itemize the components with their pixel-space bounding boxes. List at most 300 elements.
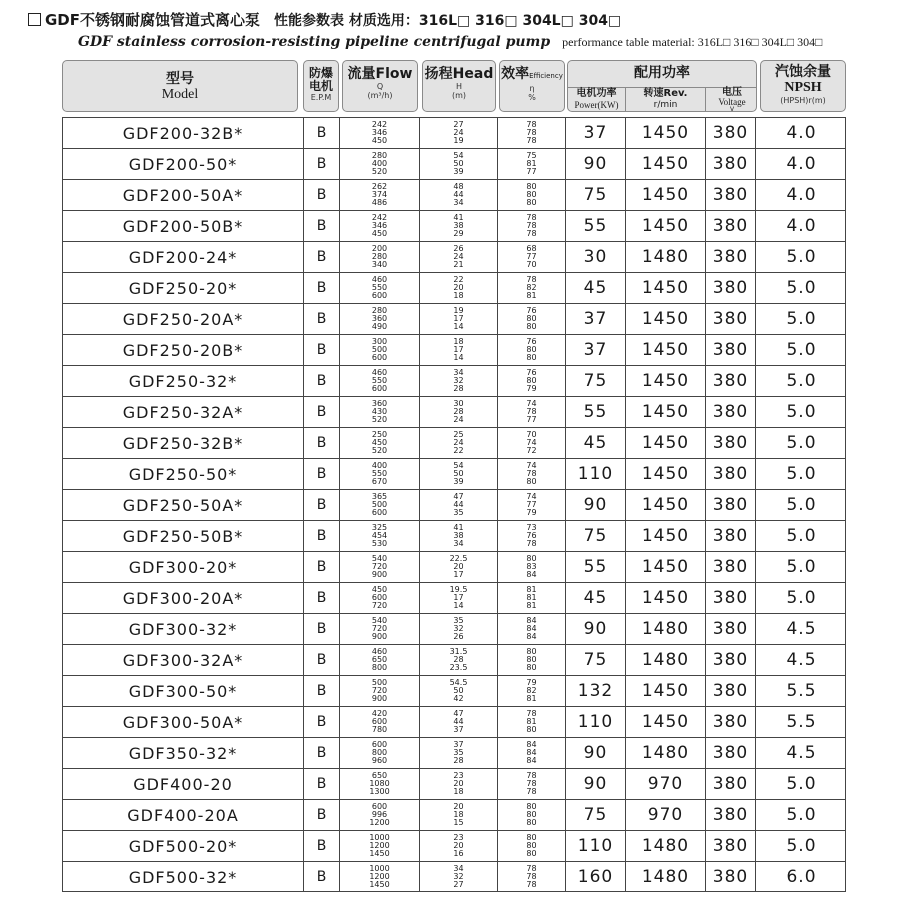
head-value: 14 bbox=[453, 601, 464, 610]
ep-cell: B bbox=[303, 490, 339, 520]
efficiency-value: 80 bbox=[526, 477, 537, 486]
head-cell bbox=[419, 428, 497, 458]
voltage-cell: 380 bbox=[705, 118, 755, 148]
header-voltage bbox=[706, 87, 757, 112]
head-value: 47 bbox=[453, 709, 464, 718]
table-row bbox=[62, 365, 846, 396]
table-row bbox=[62, 179, 846, 210]
efficiency-value: 81 bbox=[526, 601, 537, 610]
head-value: 26 bbox=[453, 632, 464, 641]
rev-cell: 1450 bbox=[625, 707, 705, 737]
ep-cell: B bbox=[303, 831, 339, 861]
model-cell: GDF400-20 bbox=[133, 774, 233, 794]
head-value: 17 bbox=[453, 345, 464, 354]
header-rev-cn: 转速Rev. bbox=[643, 88, 688, 99]
rev-cell: 1450 bbox=[625, 211, 705, 241]
header-power-group-title: 配用功率 bbox=[634, 65, 690, 81]
power-cell: 90 bbox=[565, 149, 625, 179]
efficiency-cell bbox=[497, 676, 565, 706]
flow-value: 650 bbox=[371, 771, 388, 780]
rev-cell: 1480 bbox=[625, 831, 705, 861]
efficiency-value: 78 bbox=[526, 120, 537, 129]
header-npsh-cn: 汽蚀余量 bbox=[775, 64, 831, 80]
efficiency-cell bbox=[497, 738, 565, 768]
power-cell: 30 bbox=[565, 242, 625, 272]
head-cell bbox=[419, 676, 497, 706]
ep-cell: B bbox=[303, 149, 339, 179]
head-value: 39 bbox=[453, 477, 464, 486]
head-value: 22 bbox=[453, 275, 464, 284]
npsh-cell: 5.0 bbox=[755, 428, 847, 458]
power-cell: 37 bbox=[565, 304, 625, 334]
power-cell: 75 bbox=[565, 366, 625, 396]
flow-value: 600 bbox=[371, 593, 388, 602]
power-cell: 110 bbox=[565, 831, 625, 861]
power-cell: 75 bbox=[565, 645, 625, 675]
npsh-cell: 5.0 bbox=[755, 242, 847, 272]
efficiency-value: 78 bbox=[526, 864, 537, 873]
head-value: 54 bbox=[453, 461, 464, 470]
npsh-cell: 5.0 bbox=[755, 273, 847, 303]
flow-cell bbox=[339, 862, 419, 892]
flow-cell bbox=[339, 707, 419, 737]
head-cell bbox=[419, 397, 497, 427]
flow-value: 374 bbox=[371, 190, 388, 199]
ep-cell: B bbox=[303, 118, 339, 148]
ep-cell: B bbox=[303, 862, 339, 892]
performance-table bbox=[62, 117, 846, 892]
head-cell bbox=[419, 335, 497, 365]
ep-cell: B bbox=[303, 180, 339, 210]
ep-cell: B bbox=[303, 211, 339, 241]
npsh-cell: 4.0 bbox=[755, 149, 847, 179]
head-value: 25 bbox=[453, 430, 464, 439]
head-value: 20 bbox=[453, 841, 464, 850]
flow-value: 360 bbox=[371, 314, 388, 323]
voltage-cell: 380 bbox=[705, 521, 755, 551]
head-cell bbox=[419, 862, 497, 892]
power-cell: 90 bbox=[565, 738, 625, 768]
efficiency-cell bbox=[497, 800, 565, 830]
power-cell: 37 bbox=[565, 118, 625, 148]
efficiency-cell bbox=[497, 304, 565, 334]
efficiency-value: 79 bbox=[526, 678, 537, 687]
power-cell: 90 bbox=[565, 614, 625, 644]
rev-cell: 1450 bbox=[625, 583, 705, 613]
model-cell: GDF300-32A* bbox=[122, 650, 244, 670]
page-title-cn bbox=[28, 9, 621, 30]
voltage-cell: 380 bbox=[705, 552, 755, 582]
efficiency-value: 68 bbox=[526, 244, 537, 253]
efficiency-value: 70 bbox=[526, 260, 537, 269]
flow-value: 600 bbox=[371, 802, 388, 811]
efficiency-value: 76 bbox=[526, 368, 537, 377]
head-value: 48 bbox=[453, 182, 464, 191]
model-cell: GDF200-50B* bbox=[122, 216, 244, 236]
flow-cell bbox=[339, 211, 419, 241]
flow-value: 300 bbox=[371, 337, 388, 346]
model-cell: GDF250-32B* bbox=[122, 433, 244, 453]
flow-value: 346 bbox=[371, 221, 388, 230]
head-value: 21 bbox=[453, 260, 464, 269]
efficiency-value: 80 bbox=[526, 198, 537, 207]
flow-value: 670 bbox=[371, 477, 388, 486]
checkbox-icon bbox=[28, 13, 41, 26]
efficiency-value: 80 bbox=[526, 376, 537, 385]
flow-cell bbox=[339, 397, 419, 427]
head-value: 44 bbox=[453, 500, 464, 509]
flow-value: 520 bbox=[371, 446, 388, 455]
power-cell: 90 bbox=[565, 769, 625, 799]
efficiency-value: 70 bbox=[526, 430, 537, 439]
flow-value: 500 bbox=[371, 500, 388, 509]
flow-value: 280 bbox=[371, 252, 388, 261]
efficiency-value: 80 bbox=[526, 818, 537, 827]
power-cell: 45 bbox=[565, 428, 625, 458]
flow-value: 1080 bbox=[369, 779, 390, 788]
efficiency-value: 80 bbox=[526, 353, 537, 362]
npsh-cell: 4.0 bbox=[755, 118, 847, 148]
header-head bbox=[422, 60, 496, 112]
efficiency-value: 84 bbox=[526, 616, 537, 625]
head-cell bbox=[419, 118, 497, 148]
efficiency-value: 79 bbox=[526, 384, 537, 393]
rev-cell: 1450 bbox=[625, 521, 705, 551]
flow-value: 1200 bbox=[369, 841, 390, 850]
flow-value: 1200 bbox=[369, 872, 390, 881]
flow-value: 400 bbox=[371, 159, 388, 168]
model-cell: GDF250-20A* bbox=[122, 309, 244, 329]
flow-value: 720 bbox=[371, 624, 388, 633]
flow-cell bbox=[339, 428, 419, 458]
efficiency-value: 80 bbox=[526, 314, 537, 323]
flow-value: 400 bbox=[371, 461, 388, 470]
voltage-cell: 380 bbox=[705, 645, 755, 675]
npsh-cell: 5.5 bbox=[755, 676, 847, 706]
efficiency-value: 74 bbox=[526, 492, 537, 501]
npsh-cell: 4.5 bbox=[755, 645, 847, 675]
head-cell bbox=[419, 738, 497, 768]
head-cell bbox=[419, 211, 497, 241]
flow-value: 650 bbox=[371, 655, 388, 664]
voltage-cell: 380 bbox=[705, 242, 755, 272]
efficiency-cell bbox=[497, 490, 565, 520]
table-row bbox=[62, 830, 846, 861]
header-flow-sym: Q bbox=[376, 82, 384, 91]
head-value: 15 bbox=[453, 818, 464, 827]
head-value: 24 bbox=[453, 415, 464, 424]
head-value: 26 bbox=[453, 244, 464, 253]
rev-cell: 1450 bbox=[625, 273, 705, 303]
voltage-cell: 380 bbox=[705, 676, 755, 706]
model-cell: GDF250-50A* bbox=[122, 495, 244, 515]
head-value: 24 bbox=[453, 252, 464, 261]
flow-value: 360 bbox=[371, 399, 388, 408]
title-cn-perf: 性能参数表 材质选用：316L□ 316□ 304L□ 304□ bbox=[274, 13, 622, 29]
header-ep-cn2: 电机 bbox=[308, 79, 333, 93]
flow-value: 325 bbox=[371, 523, 388, 532]
model-cell: GDF350-32* bbox=[128, 743, 238, 763]
efficiency-value: 78 bbox=[526, 221, 537, 230]
head-value: 38 bbox=[453, 221, 464, 230]
efficiency-value: 77 bbox=[526, 500, 537, 509]
efficiency-value: 77 bbox=[526, 415, 537, 424]
model-cell: GDF300-32* bbox=[128, 619, 238, 639]
header-eff-en: Efficiency bbox=[529, 72, 563, 80]
efficiency-cell bbox=[497, 428, 565, 458]
efficiency-value: 78 bbox=[526, 787, 537, 796]
table-row bbox=[62, 613, 846, 644]
efficiency-cell bbox=[497, 118, 565, 148]
rev-cell: 1450 bbox=[625, 490, 705, 520]
efficiency-value: 81 bbox=[526, 593, 537, 602]
power-cell: 110 bbox=[565, 707, 625, 737]
flow-cell bbox=[339, 335, 419, 365]
efficiency-value: 82 bbox=[526, 686, 537, 695]
efficiency-cell bbox=[497, 180, 565, 210]
flow-value: 720 bbox=[371, 601, 388, 610]
table-row bbox=[62, 303, 846, 334]
flow-value: 242 bbox=[371, 120, 388, 129]
voltage-cell: 380 bbox=[705, 273, 755, 303]
head-value: 32 bbox=[453, 624, 464, 633]
head-value: 19 bbox=[453, 136, 464, 145]
flow-cell bbox=[339, 831, 419, 861]
efficiency-value: 77 bbox=[526, 252, 537, 261]
npsh-cell: 5.5 bbox=[755, 707, 847, 737]
efficiency-cell bbox=[497, 211, 565, 241]
rev-cell: 1450 bbox=[625, 428, 705, 458]
header-volt-cn: 电压 bbox=[722, 87, 742, 98]
efficiency-cell bbox=[497, 397, 565, 427]
table-row bbox=[62, 706, 846, 737]
efficiency-value: 83 bbox=[526, 562, 537, 571]
voltage-cell: 380 bbox=[705, 149, 755, 179]
header-npsh-en: NPSH bbox=[784, 80, 822, 95]
efficiency-value: 78 bbox=[526, 779, 537, 788]
flow-value: 600 bbox=[371, 717, 388, 726]
ep-cell: B bbox=[303, 645, 339, 675]
head-cell bbox=[419, 490, 497, 520]
flow-value: 520 bbox=[371, 415, 388, 424]
head-value: 32 bbox=[453, 376, 464, 385]
model-cell: GDF250-20* bbox=[128, 278, 238, 298]
flow-value: 346 bbox=[371, 128, 388, 137]
head-cell bbox=[419, 614, 497, 644]
flow-value: 530 bbox=[371, 539, 388, 548]
title-en-text: GDF stainless corrosion-resisting pipeline centrifugal pump bbox=[78, 34, 551, 50]
efficiency-cell bbox=[497, 273, 565, 303]
model-cell: GDF250-32* bbox=[128, 371, 238, 391]
power-cell: 110 bbox=[565, 459, 625, 489]
rev-cell: 970 bbox=[625, 800, 705, 830]
head-cell bbox=[419, 707, 497, 737]
voltage-cell: 380 bbox=[705, 366, 755, 396]
flow-value: 340 bbox=[371, 260, 388, 269]
efficiency-value: 78 bbox=[526, 213, 537, 222]
model-cell: GDF250-32A* bbox=[122, 402, 244, 422]
head-value: 34 bbox=[453, 198, 464, 207]
flow-value: 550 bbox=[371, 469, 388, 478]
header-eff-unit: % bbox=[528, 93, 536, 102]
head-value: 22.5 bbox=[449, 554, 468, 563]
head-value: 23 bbox=[453, 771, 464, 780]
flow-value: 430 bbox=[371, 407, 388, 416]
head-value: 47 bbox=[453, 492, 464, 501]
head-value: 28 bbox=[453, 655, 464, 664]
head-value: 22 bbox=[453, 446, 464, 455]
head-value: 35 bbox=[453, 508, 464, 517]
npsh-cell: 5.0 bbox=[755, 397, 847, 427]
flow-cell bbox=[339, 180, 419, 210]
header-motor-cn: 电机功率 bbox=[576, 88, 617, 99]
header-flow-unit: (m³/h) bbox=[367, 91, 393, 100]
head-value: 18 bbox=[453, 291, 464, 300]
efficiency-value: 80 bbox=[526, 190, 537, 199]
efficiency-value: 84 bbox=[526, 624, 537, 633]
head-value: 39 bbox=[453, 167, 464, 176]
npsh-cell: 5.0 bbox=[755, 552, 847, 582]
efficiency-value: 81 bbox=[526, 291, 537, 300]
efficiency-value: 74 bbox=[526, 399, 537, 408]
npsh-cell: 4.5 bbox=[755, 614, 847, 644]
flow-value: 500 bbox=[371, 345, 388, 354]
header-ep bbox=[303, 60, 339, 112]
rev-cell: 970 bbox=[625, 769, 705, 799]
flow-value: 960 bbox=[371, 756, 388, 765]
header-model bbox=[62, 60, 298, 112]
head-value: 35 bbox=[453, 616, 464, 625]
table-row bbox=[62, 210, 846, 241]
head-value: 50 bbox=[453, 469, 464, 478]
efficiency-value: 84 bbox=[526, 740, 537, 749]
header-motor-en: Power(KW) bbox=[574, 100, 619, 110]
head-value: 34 bbox=[453, 864, 464, 873]
power-cell: 75 bbox=[565, 521, 625, 551]
flow-value: 600 bbox=[371, 353, 388, 362]
ep-cell: B bbox=[303, 397, 339, 427]
ep-cell: B bbox=[303, 366, 339, 396]
table-row bbox=[62, 334, 846, 365]
header-rev bbox=[626, 87, 706, 112]
efficiency-value: 78 bbox=[526, 709, 537, 718]
power-cell: 160 bbox=[565, 862, 625, 892]
efficiency-value: 75 bbox=[526, 151, 537, 160]
head-cell bbox=[419, 304, 497, 334]
efficiency-value: 80 bbox=[526, 833, 537, 842]
voltage-cell: 380 bbox=[705, 583, 755, 613]
flow-value: 420 bbox=[371, 709, 388, 718]
header-volt-unit: V bbox=[729, 106, 735, 112]
efficiency-value: 78 bbox=[526, 771, 537, 780]
page-title-en bbox=[78, 31, 822, 50]
head-value: 17 bbox=[453, 314, 464, 323]
flow-value: 600 bbox=[371, 291, 388, 300]
ep-cell: B bbox=[303, 707, 339, 737]
power-cell: 90 bbox=[565, 490, 625, 520]
model-cell: GDF500-32* bbox=[128, 867, 238, 887]
header-ep-en: E.P.M bbox=[310, 93, 332, 102]
efficiency-value: 78 bbox=[526, 407, 537, 416]
head-value: 34 bbox=[453, 368, 464, 377]
npsh-cell: 4.5 bbox=[755, 738, 847, 768]
head-value: 14 bbox=[453, 353, 464, 362]
ep-cell: B bbox=[303, 738, 339, 768]
table-row bbox=[62, 489, 846, 520]
head-value: 24 bbox=[453, 128, 464, 137]
head-value: 20 bbox=[453, 779, 464, 788]
flow-value: 454 bbox=[371, 531, 388, 540]
ep-cell: B bbox=[303, 676, 339, 706]
flow-value: 900 bbox=[371, 570, 388, 579]
rev-cell: 1450 bbox=[625, 180, 705, 210]
head-cell bbox=[419, 366, 497, 396]
flow-cell bbox=[339, 490, 419, 520]
flow-cell bbox=[339, 273, 419, 303]
model-cell: GDF250-50B* bbox=[122, 526, 244, 546]
power-cell: 75 bbox=[565, 180, 625, 210]
head-value: 23 bbox=[453, 833, 464, 842]
header-motor-power bbox=[568, 87, 626, 112]
head-value: 34 bbox=[453, 539, 464, 548]
header-flow-title: 流量Flow bbox=[347, 66, 413, 82]
head-value: 41 bbox=[453, 523, 464, 532]
flow-value: 450 bbox=[371, 229, 388, 238]
table-row bbox=[62, 675, 846, 706]
head-value: 28 bbox=[453, 407, 464, 416]
head-value: 18 bbox=[453, 787, 464, 796]
head-value: 17 bbox=[453, 593, 464, 602]
npsh-cell: 5.0 bbox=[755, 459, 847, 489]
table-row bbox=[62, 582, 846, 613]
npsh-cell: 5.0 bbox=[755, 769, 847, 799]
head-value: 44 bbox=[453, 717, 464, 726]
head-value: 20 bbox=[453, 802, 464, 811]
efficiency-value: 84 bbox=[526, 632, 537, 641]
voltage-cell: 380 bbox=[705, 459, 755, 489]
flow-value: 500 bbox=[371, 678, 388, 687]
rev-cell: 1480 bbox=[625, 645, 705, 675]
efficiency-value: 80 bbox=[526, 345, 537, 354]
voltage-cell: 380 bbox=[705, 800, 755, 830]
head-value: 31.5 bbox=[449, 647, 468, 656]
efficiency-value: 78 bbox=[526, 136, 537, 145]
efficiency-value: 80 bbox=[526, 655, 537, 664]
power-cell: 45 bbox=[565, 273, 625, 303]
table-row bbox=[62, 520, 846, 551]
flow-cell bbox=[339, 118, 419, 148]
head-cell bbox=[419, 769, 497, 799]
efficiency-value: 77 bbox=[526, 167, 537, 176]
header-head-title: 扬程Head bbox=[424, 66, 494, 82]
efficiency-value: 73 bbox=[526, 523, 537, 532]
efficiency-value: 81 bbox=[526, 585, 537, 594]
model-cell: GDF300-50A* bbox=[122, 712, 244, 732]
efficiency-cell bbox=[497, 335, 565, 365]
flow-value: 460 bbox=[371, 275, 388, 284]
rev-cell: 1480 bbox=[625, 862, 705, 892]
rev-cell: 1450 bbox=[625, 366, 705, 396]
efficiency-value: 80 bbox=[526, 322, 537, 331]
voltage-cell: 380 bbox=[705, 831, 755, 861]
voltage-cell: 380 bbox=[705, 862, 755, 892]
efficiency-cell bbox=[497, 149, 565, 179]
efficiency-cell bbox=[497, 583, 565, 613]
header-flow bbox=[342, 60, 418, 112]
power-cell: 45 bbox=[565, 583, 625, 613]
head-value: 50 bbox=[453, 686, 464, 695]
efficiency-value: 76 bbox=[526, 531, 537, 540]
